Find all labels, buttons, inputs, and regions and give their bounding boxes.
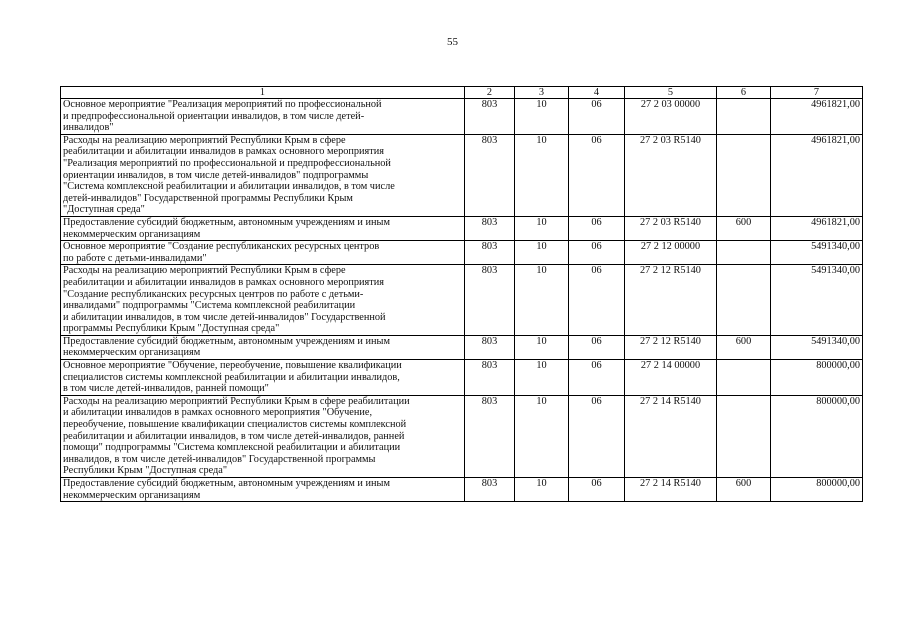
row-subsection-code: 06 [569,216,625,240]
column-header: 6 [717,87,771,99]
page-number: 55 [447,36,458,48]
row-target-article: 27 2 12 R5140 [625,265,717,336]
row-expense-type [717,241,771,265]
row-amount: 4961821,00 [771,134,863,216]
row-name: Предоставление субсидий бюджетным, автономным учреждениям и иным некоммерческим организациям [61,335,465,359]
row-target-article: 27 2 14 00000 [625,360,717,396]
row-expense-type [717,134,771,216]
row-expense-type [717,360,771,396]
row-ministry-code: 803 [465,360,515,396]
row-amount: 4961821,00 [771,216,863,240]
table-row [61,360,863,396]
column-header: 2 [465,87,515,99]
row-amount: 800000,00 [771,478,863,502]
row-amount: 800000,00 [771,360,863,396]
row-expense-type [717,265,771,336]
row-subsection-code: 06 [569,335,625,359]
row-section-code: 10 [515,241,569,265]
table-header-row [61,87,863,99]
budget-table [60,86,863,502]
row-subsection-code: 06 [569,360,625,396]
table-row [61,216,863,240]
row-name: Основное мероприятие "Реализация мероприятий по профессиональной и предпрофессиональной ориентации инвалидов, в том числе детей- инвалидов" [61,99,465,135]
row-subsection-code: 06 [569,99,625,135]
row-target-article: 27 2 12 00000 [625,241,717,265]
row-ministry-code: 803 [465,335,515,359]
row-section-code: 10 [515,99,569,135]
row-amount: 5491340,00 [771,335,863,359]
table-row [61,395,863,477]
row-expense-type: 600 [717,335,771,359]
table-row [61,241,863,265]
row-section-code: 10 [515,395,569,477]
row-section-code: 10 [515,216,569,240]
row-subsection-code: 06 [569,241,625,265]
row-subsection-code: 06 [569,134,625,216]
row-name: Основное мероприятие "Создание республиканских ресурсных центров по работе с детьми-инвалидами" [61,241,465,265]
row-target-article: 27 2 03 R5140 [625,134,717,216]
row-name: Предоставление субсидий бюджетным, автономным учреждениям и иным некоммерческим организациям [61,216,465,240]
table-row [61,335,863,359]
column-header: 4 [569,87,625,99]
row-amount: 5491340,00 [771,265,863,336]
column-header: 5 [625,87,717,99]
row-section-code: 10 [515,265,569,336]
row-expense-type [717,99,771,135]
row-section-code: 10 [515,360,569,396]
row-amount: 5491340,00 [771,241,863,265]
column-header: 1 [61,87,465,99]
row-target-article: 27 2 03 00000 [625,99,717,135]
row-subsection-code: 06 [569,478,625,502]
table-row [61,99,863,135]
row-amount: 800000,00 [771,395,863,477]
row-target-article: 27 2 12 R5140 [625,335,717,359]
table-row [61,265,863,336]
row-name: Расходы на реализацию мероприятий Республики Крым в сфере реабилитации и абилитации инвалидов в рамках основного мероприятия "Создание республиканских ресурсных центров по работе с детьми- инвалидами" подпрограммы "Система комплексной реабилитации и абилитации инвалидов, в том числе детей-инвалидов" Государственной программы Республики Крым "Доступная среда" [61,265,465,336]
row-name: Расходы на реализацию мероприятий Республики Крым в сфере реабилитации и абилитации инвалидов в рамках основного мероприятия "Обучение, переобучение, повышение квалификации специалистов системы комплексной реабилитации и абилитации инвалидов, в том числе детей-инвалидов, ранней помощи" подпрограммы "Система комплексной реабилитации и абилитации инвалидов, в том числе детей-инвалидов" Государственной программы Республики Крым "Доступная среда" [61,395,465,477]
row-section-code: 10 [515,478,569,502]
row-name: Расходы на реализацию мероприятий Республики Крым в сфере реабилитации и абилитации инвалидов в рамках основного мероприятия "Реализация мероприятий по профессиональной и предпрофессиональной ориентации инвалидов, в том числе детей-инвалидов" подпрограммы "Система комплексной реабилитации и абилитации инвалидов, в том числе детей-инвалидов" Государственной программы Республики Крым "Доступная среда" [61,134,465,216]
table-row [61,134,863,216]
row-subsection-code: 06 [569,395,625,477]
row-ministry-code: 803 [465,265,515,336]
row-ministry-code: 803 [465,99,515,135]
row-target-article: 27 2 14 R5140 [625,395,717,477]
row-target-article: 27 2 14 R5140 [625,478,717,502]
row-target-article: 27 2 03 R5140 [625,216,717,240]
row-section-code: 10 [515,134,569,216]
row-section-code: 10 [515,335,569,359]
row-expense-type: 600 [717,478,771,502]
column-header: 7 [771,87,863,99]
row-name: Основное мероприятие "Обучение, переобучение, повышение квалификации специалистов системы комплексной реабилитации и абилитации инвалидов, в том числе детей-инвалидов, ранней помощи" [61,360,465,396]
row-subsection-code: 06 [569,265,625,336]
row-expense-type: 600 [717,216,771,240]
table-row [61,478,863,502]
column-header: 3 [515,87,569,99]
row-ministry-code: 803 [465,134,515,216]
row-ministry-code: 803 [465,216,515,240]
row-ministry-code: 803 [465,241,515,265]
row-amount: 4961821,00 [771,99,863,135]
row-ministry-code: 803 [465,395,515,477]
row-name: Предоставление субсидий бюджетным, автономным учреждениям и иным некоммерческим организациям [61,478,465,502]
row-ministry-code: 803 [465,478,515,502]
row-expense-type [717,395,771,477]
